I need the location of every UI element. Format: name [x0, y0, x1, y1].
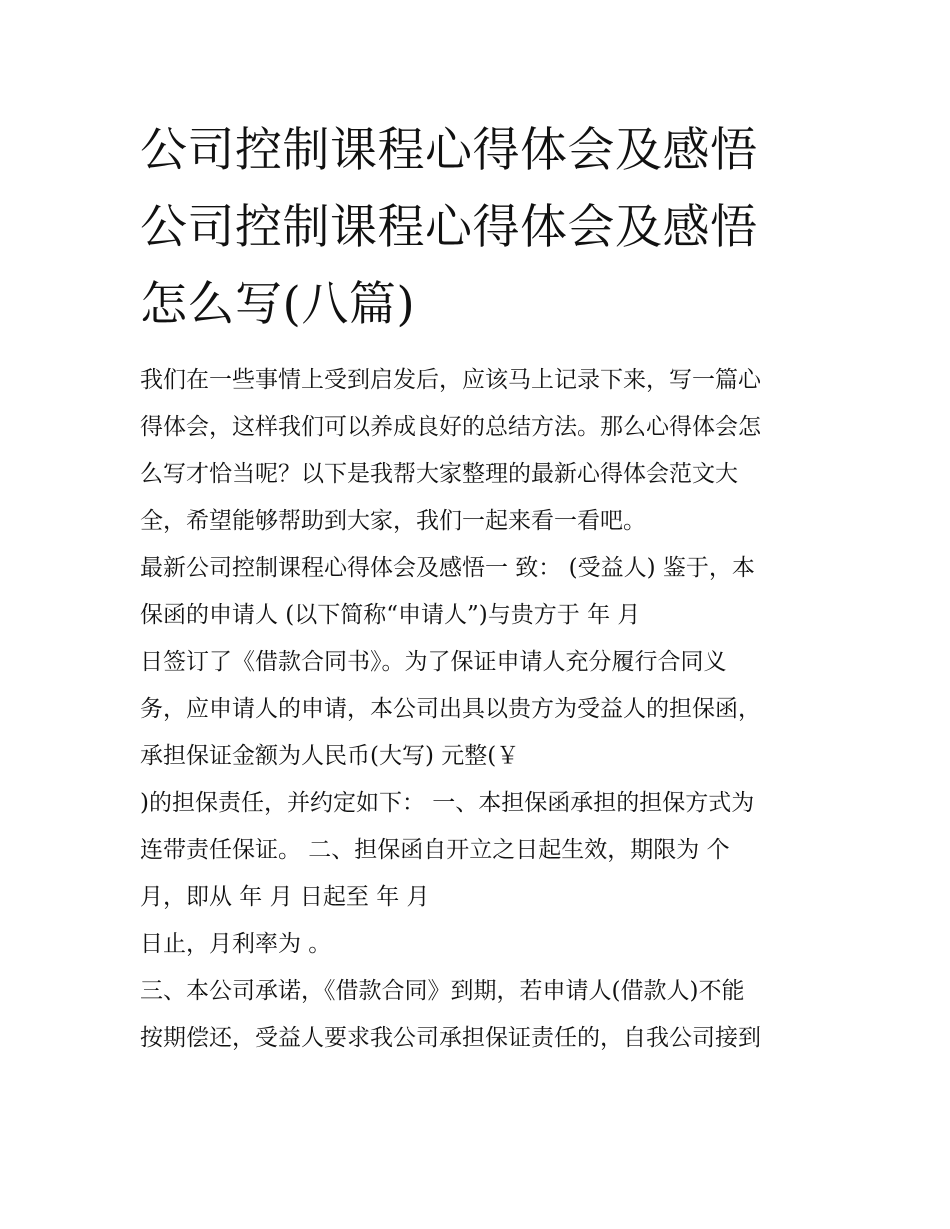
body-line: 月，即从 年 月 日起至 年 月 [140, 884, 430, 910]
body-line: 最新公司控制课程心得体会及感悟一 致： (受益人) 鉴于，本 [140, 555, 755, 581]
title-line-1: 公司控制课程心得体会及感悟 [140, 123, 758, 178]
body-line: 日止，月利率为 。 [140, 931, 332, 957]
body-line: 日签订了《借款合同书》。为了保证申请人充分履行合同义 [140, 649, 727, 675]
body-line: 得体会，这样我们可以养成良好的总结方法。那么心得体会怎 [140, 414, 761, 440]
title-line-3: 怎么写(八篇) [140, 277, 416, 332]
title-line-2: 公司控制课程心得体会及感悟 [140, 200, 758, 255]
body-line: 保函的申请人 (以下简称“申请人”)与贵方于 年 月 [140, 602, 641, 628]
body-line: 么写才恰当呢？以下是我帮大家整理的最新心得体会范文大 [140, 461, 738, 487]
body-line: 承担保证金额为人民币(大写) 元整(￥ [140, 743, 520, 769]
body-line: 连带责任保证。 二、担保函自开立之日起生效，期限为 个 [140, 837, 730, 863]
body-line: 务，应申请人的申请，本公司出具以贵方为受益人的担保函， [140, 696, 761, 722]
body-line: 按期偿还，受益人要求我公司承担保证责任的，自我公司接到 [140, 1025, 761, 1051]
body-line: 全，希望能够帮助到大家，我们一起来看一看吧。 [140, 508, 646, 534]
body-line: )的担保责任，并约定如下： 一、本担保函承担的担保方式为 [140, 790, 755, 816]
document-body [140, 357, 830, 1062]
document-title [140, 112, 840, 343]
body-line: 我们在一些事情上受到启发后，应该马上记录下来，写一篇心 [140, 367, 761, 393]
body-line: 三、本公司承诺，《借款合同》到期，若申请人(借款人)不能 [140, 978, 745, 1004]
